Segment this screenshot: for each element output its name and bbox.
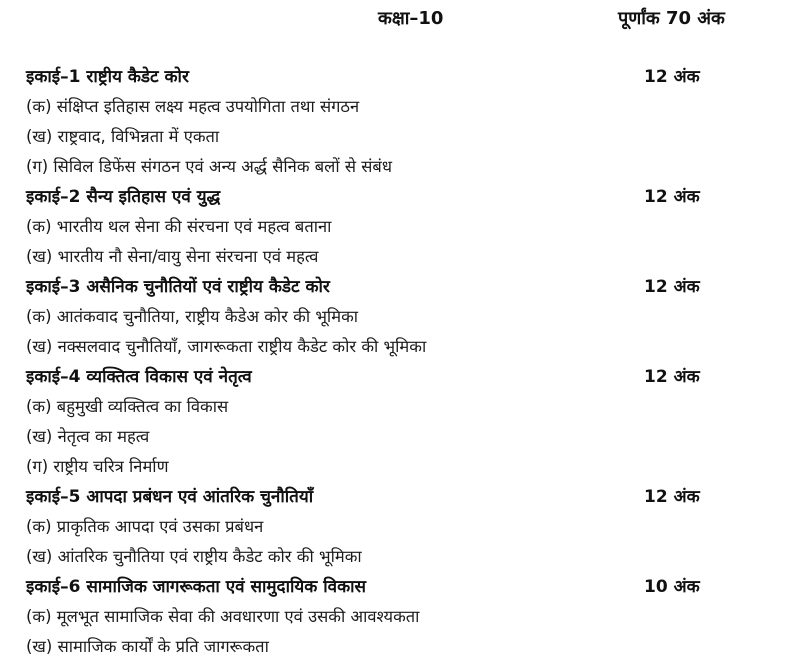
unit-title: इकाई–1 राष्ट्रीय कैडेट कोर (26, 67, 189, 87)
sub-topic: (ख) सामाजिक कार्यों के प्रति जागरूकता (26, 637, 269, 656)
unit-marks: 12 अंक (644, 67, 700, 87)
sub-topic: (ख) राष्ट्रवाद, विभिन्नता में एकता (26, 127, 220, 146)
sub-topic: (ख) आंतरिक चुनौतिया एवं राष्ट्रीय कैडेट कोर की भूमिका (26, 547, 362, 566)
list-item (26, 632, 786, 662)
sub-topic: (ख) भारतीय नौ सेना/वायु सेना संरचना एवं महत्व (26, 247, 319, 266)
unit-heading-row (26, 572, 786, 602)
list-item (26, 152, 786, 182)
syllabus-header (0, 2, 803, 32)
class-label: कक्षा–10 (378, 8, 444, 29)
list-item (26, 542, 786, 572)
sub-topic: (क) बहुमुखी व्यक्तित्व का विकास (26, 397, 229, 416)
unit-title: इकाई–4 व्यक्तित्व विकास एवं नेतृत्व (26, 367, 252, 387)
total-marks: पूर्णांक 70 अंक (618, 8, 725, 29)
unit-marks: 12 अंक (644, 367, 700, 387)
unit-marks: 12 अंक (644, 487, 700, 507)
sub-topic: (ख) नेतृत्व का महत्व (26, 427, 150, 446)
list-item (26, 602, 786, 632)
sub-topic: (ग) राष्ट्रीय चरित्र निर्माण (26, 457, 169, 476)
unit-heading-row (26, 182, 786, 212)
unit-heading-row (26, 482, 786, 512)
units-list (26, 62, 786, 662)
unit-marks: 10 अंक (644, 577, 700, 597)
list-item (26, 512, 786, 542)
sub-topic: (क) प्राकृतिक आपदा एवं उसका प्रबंधन (26, 517, 264, 536)
unit-heading-row (26, 362, 786, 392)
unit-title: इकाई–2 सैन्य इतिहास एवं युद्ध (26, 187, 221, 207)
list-item (26, 332, 786, 362)
list-item (26, 422, 786, 452)
unit-title: इकाई–5 आपदा प्रबंधन एवं आंतरिक चुनौतियाँ (26, 487, 314, 507)
sub-topic: (क) भारतीय थल सेना की संरचना एवं महत्व बताना (26, 217, 332, 236)
list-item (26, 212, 786, 242)
sub-topic: (ग) सिविल डिफेंस संगठन एवं अन्य अर्द्ध सैनिक बलों से संबंध (26, 157, 392, 176)
list-item (26, 452, 786, 482)
list-item (26, 302, 786, 332)
unit-marks: 12 अंक (644, 277, 700, 297)
list-item (26, 392, 786, 422)
list-item (26, 242, 786, 272)
sub-topic: (ख) नक्सलवाद चुनौतियाँ, जागरूकता राष्ट्रीय कैडेट कोर की भूमिका (26, 337, 427, 356)
unit-heading-row (26, 62, 786, 92)
unit-marks: 12 अंक (644, 187, 700, 207)
unit-heading-row (26, 272, 786, 302)
unit-title: इकाई–3 असैनिक चुनौतियों एवं राष्ट्रीय कैडेट कोर (26, 277, 330, 297)
sub-topic: (क) मूलभूत सामाजिक सेवा की अवधारणा एवं उसकी आवश्यकता (26, 607, 420, 626)
unit-title: इकाई–6 सामाजिक जागरूकता एवं सामुदायिक विकास (26, 577, 367, 597)
sub-topic: (क) संक्षिप्त इतिहास लक्ष्य महत्व उपयोगिता तथा संगठन (26, 97, 360, 116)
list-item (26, 122, 786, 152)
list-item (26, 92, 786, 122)
sub-topic: (क) आतंकवाद चुनौतिया, राष्ट्रीय कैडेअ कोर की भूमिका (26, 307, 359, 326)
